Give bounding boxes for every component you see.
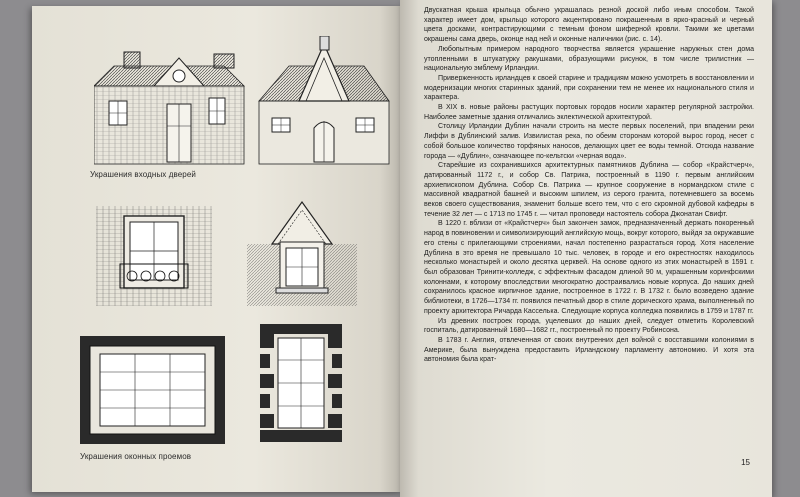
paragraph: Старейшие из сохранившихся архитектурных памятников Дублина — собор «Крайстчерч», датированный 1172 г., и собор Св. Патрика, построенный в 1190 г. первым английским архиепископом Дублина. Собор Св. Патрика — крупное сооружение в нормандском стиле с массивной квадратной башней и высоким шпилем, из серого гранита, потемневшего за восемь веков своего существования, знаменит больше всего тем, что с его скромной дубовой кафедры в течение 32 лет — с 1713 по 1745 г. — читал проповеди настоятель собора Джонатан Свифт.: [424, 162, 754, 218]
houses-entrance-illustration: [94, 36, 394, 166]
body-text: [424, 6, 754, 365]
paragraph: Любопытным примером народного творчества является украшение наружных стен дома утопленными в штукатурку ракушками, образующими рисунок, в том числе трилистник — национальную эмблему Ирландии.: [424, 45, 754, 73]
window-railing-illustration: [94, 206, 214, 306]
page-number: 15: [741, 458, 750, 467]
window-sash-illustration: [80, 336, 225, 444]
window-dormer-illustration: [242, 194, 362, 309]
window-quoin-illustration: [260, 324, 342, 442]
paragraph: В 1220 г. вблизи от «Крайстчерч» был закончен замок, предназначенный держать покоренный народ в повиновении и символизирующий английскую мощь, вокруг которого, выйдя за окружавшие его стены с прилегающими строениями, начал постепенно разрастаться город. Хотя население Дублина в это время не превышало 10 тыс. человек, в городе и его окрестностях находилось несколько монастырей и около десятка церквей. На основе одного из этих монастырей в 1591 г. был образован Тринити-колледж, с эффектным фасадом длиной 90 м, украшенным коринфскими колоннами, к которому впоследствии многократно достраивались новые корпуса. До наших дней сохранилось красное кирпичное здание, построенное в 1722 г. В 1732 г. было возведено здание библиотеки, в 1726—1734 гг. появился печатный двор в стиле дорического храма, выполненный по проекту архитектора Ричарда Касселька. Следующие корпуса колледжа появились в 1759 и 1787 гг.: [424, 220, 754, 315]
paragraph: В XIX в. новые районы растущих портовых городов носили характер регулярной застройки. Наиболее заметные здания отличались эклектической архитектурой.: [424, 104, 754, 121]
paragraph: Из древних построек города, уцелевших до наших дней, следует отметить Королевский госпиталь, датированный 1680—1682 гг., построенный по проекту Робинсона.: [424, 317, 754, 335]
paragraph: В 1783 г. Англия, отвлеченная от своих внутренних дел войной с восставшими колониями в Америке, была вынуждена предоставить Ирландскому парламенту автономию. И хотя эта автономия была крат-: [424, 336, 754, 364]
book-spread: [32, 0, 770, 497]
right-page: [400, 0, 772, 497]
caption-windows: Украшения оконных проемов: [80, 452, 192, 461]
left-page: [32, 6, 402, 492]
paragraph: Столицу Ирландии Дублин начали строить на месте первых поселений, при впадении реки Лиффи в Дублинский залив. Извилистая река, по обеим сторонам которой вырос город, несет с собой большое количество торфяных наносов, делающих цвет ее воды темной. Отсюда название города — «Дублин», означающее по-кельтски «черная вода».: [424, 123, 754, 160]
paragraph: Приверженность ирландцев к своей старине и традициям можно усмотреть в восстановлении и модернизации многих старинных зданий, при сохранении тем не менее их национального стиля и характера.: [424, 74, 754, 102]
caption-doors: Украшения входных дверей: [90, 170, 196, 179]
paragraph: Двускатная крыша крыльца обычно украшалась резной доской либо иным способом. Такой характер имеет дом, крыльцо которого акцентировано покрашенным в ярко-красный и черный цвета досками, контрастирующими с темным фоном шиферной кровли. Такими же цветами окрашены сама дверь, оконце над ней и оконные наличники (рис. с. 14).: [424, 7, 754, 44]
